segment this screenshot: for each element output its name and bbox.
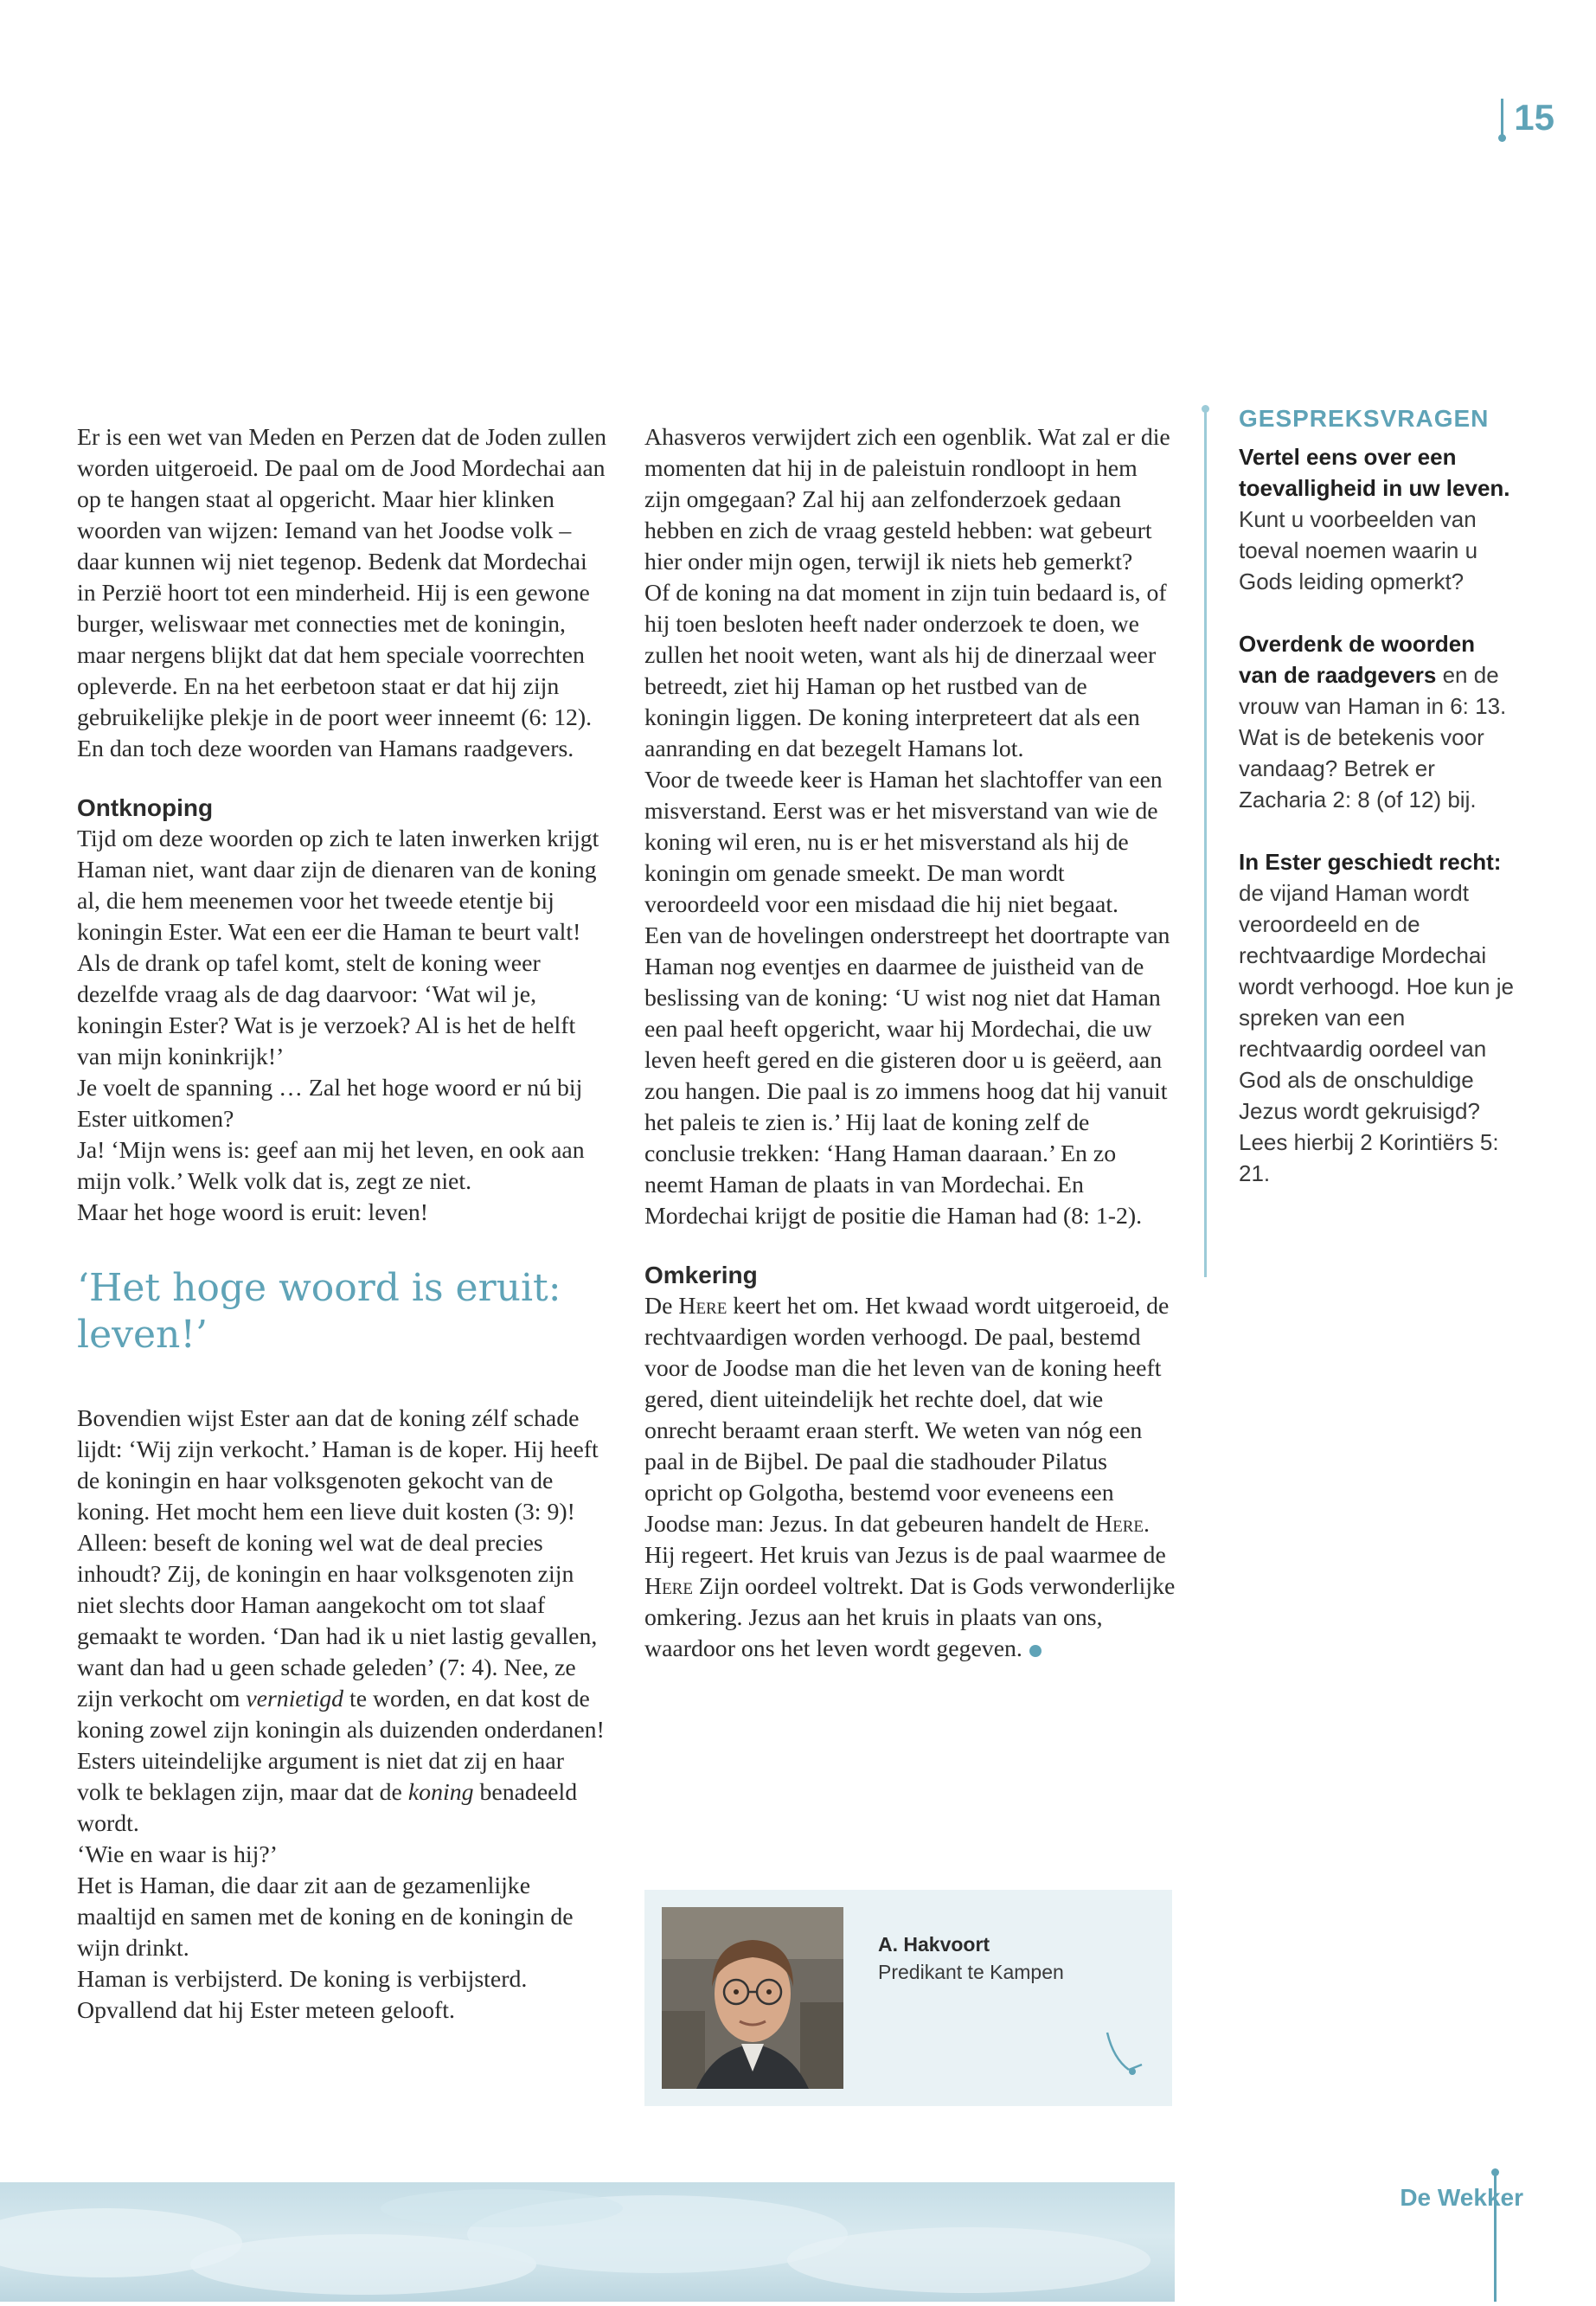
- magazine-name: De Wekker: [1400, 2184, 1523, 2211]
- paragraph: Je voelt de spanning … Zal het hoge woord er nú bij Ester uitkomen?: [77, 1075, 583, 1133]
- author-photo: [662, 1907, 843, 2089]
- sidebar-title: GESPREKSVRAGEN: [1239, 405, 1490, 432]
- author-role: Predikant te Kampen: [878, 1961, 1064, 1983]
- paragraph: Ahasveros verwijdert zich een ogenblik. Wat zal er die momenten dat hij in de paleistuin rondloopt in hem zijn omgegaan? Zal hij aan zelfonderzoek gedaan hebben en zich de vraag gesteld hebben: wat gebeurt hier onder mijn ogen, terwijl ik niets heb gemerkt?: [644, 424, 1170, 575]
- lord-name: Here: [644, 1573, 693, 1600]
- paragraph: Het is Haman, die daar zit aan de gezamenlijke maaltijd en samen met de koning en de koningin de wijn drinkt.: [77, 1872, 574, 1962]
- lord-name: Here: [1095, 1511, 1144, 1538]
- question-lead: In Ester geschiedt recht:: [1239, 849, 1502, 875]
- question-2: [1239, 628, 1516, 815]
- article-column-1: [77, 422, 608, 2027]
- paragraph: [77, 1404, 608, 1840]
- end-mark-icon: [1029, 1645, 1042, 1657]
- question-text: de vijand Haman wordt veroordeeld en de rechtvaardige Mordechai wordt verhoogd. Hoe kun je spreken van een rechtvaardig oordeel van God als de onschuldige Jezus wordt gekruisigd? Lees hierbij 2 Korintiërs 5: 21.: [1239, 880, 1514, 1186]
- paragraph: Haman is verbijsterd. De koning is verbijsterd. Opvallend dat hij Ester meteen gelooft.: [77, 1966, 528, 2024]
- text-run: benadeeld wordt.: [77, 1779, 578, 1837]
- emphasis: vernietigd: [246, 1686, 344, 1712]
- text-run: De: [644, 1293, 673, 1320]
- pull-quote: ‘Het hoge woord is eruit: leven!’: [77, 1266, 561, 1357]
- section-heading-ontknoping: Ontknoping: [77, 794, 214, 821]
- paragraph: Maar het hoge woord is eruit: leven!: [77, 1199, 429, 1226]
- paragraph: Ja! ‘Mijn wens is: geef aan mij het leven, en ook aan mijn volk.’ Welk volk dat is, zegt ze niet.: [77, 1137, 585, 1195]
- lord-name: Here: [678, 1293, 727, 1320]
- page-number: 15: [1514, 97, 1554, 138]
- paragraph: Of de koning na dat moment in zijn tuin bedaard is, of hij toen besloten heeft nader onderzoek te doen, we zullen het nooit weten, want als hij de dinerzaal weer betreedt, ziet hij Haman op het rustbed van de koningin liggen. De koning interpreteert dat als een aanranding en dat bezegelt Hamans lot.: [644, 580, 1167, 762]
- footer-sky-banner: [0, 2182, 1175, 2302]
- text-run: keert het om. Het kwaad wordt uitgeroeid, de rechtvaardigen worden verhoogd. De paal, bestemd voor de Joodse man die het leven van de koning heeft gered, dient uiteindelijk het rechte doel, dat wie onrecht beraamt eraan sterft. We weten van nóg een paal in de Bijbel. De paal die stadhouder Pilatus opricht op Golgotha, bestemd voor eveneens een Joodse man: Jezus. In dat gebeuren handelt de: [644, 1293, 1170, 1538]
- question-text: Kunt u voorbeelden van toeval noemen waarin u Gods leiding opmerkt?: [1239, 506, 1478, 594]
- text-run: Bovendien wijst Ester aan dat de koning zélf schade lijdt: ‘Wij zijn verkocht.’ Haman is de koper. Hij heeft de koningin en haar volksgenoten gekocht van de koning. Het mocht hem een lieve duit kosten (3: 9)! Alleen: beseft de koning wel wat de deal precies inhoudt? Zij, de koningin en haar volksgenoten zijn niet slechts door Haman aangekocht om tot slaaf gemaakt te worden. ‘Dan had ik u niet lastig gevallen, want dan had u geen schade geleden’ (7: 4). Nee, ze zijn verkocht om: [77, 1405, 599, 1712]
- question-3: [1239, 846, 1516, 1189]
- sidebar-rule: [1204, 412, 1207, 1277]
- signature-mark-icon: [1103, 2028, 1146, 2080]
- paragraph: Een van de hovelingen onderstreept het doortrapte van Haman nog eventjes en daarmee de juistheid van de beslissing van de koning: ‘U wist nog niet dat Haman een paal heeft opgericht, waar hij Mordechai, die uw leven heeft gered en die gisteren door u is geëerd, aan zou hangen. Die paal is zo immens hoog dat hij vanuit het paleis te zien is.’ Hij laat de koning zelf de conclusie trekken: ‘Hang Haman daaraan.’ En zo neemt Haman de plaats in van Mordechai. En Mordechai krijgt de positie die Haman had (8: 1-2).: [644, 922, 1170, 1230]
- question-1: [1239, 441, 1516, 597]
- paragraph: Voor de tweede keer is Haman het slachtoffer van een misverstand. Eerst was er het misverstand van wie de koning wil eren, nu is er het misverstand als hij de koningin om genade smeekt. De man wordt veroordeeld voor een misdaad die hij niet begaat.: [644, 767, 1163, 918]
- paragraph: Er is een wet van Meden en Perzen dat de Joden zullen worden uitgeroeid. De paal om de Jood Mordechai aan op te hangen staat al opgericht. Maar hier klinken woorden van wijzen: Iemand van het Joodse volk – daar kunnen wij niet tegenop. Bedenk dat Mordechai in Perzië hoort tot een minderheid. Hij is een gewone burger, weliswaar met connecties met de koningin, maar nergens blijkt dat dat hem speciale voorrechten opleverde. En na het eerbetoon staat er dat hij zijn gebruikelijke plekje in de poort weer inneemt (6: 12). En dan toch deze woorden van Hamans raadgevers.: [77, 424, 607, 762]
- author-name: A. Hakvoort: [878, 1933, 990, 1956]
- question-lead: Overdenk de woorden van de raadgevers: [1239, 631, 1476, 688]
- paragraph: Als de drank op tafel komt, stelt de koning weer dezelfde vraag als de dag daarvoor: ‘Wat wil je, koningin Ester? Wat is je verzoek? Al is het de helft van mijn koninkrijk!’: [77, 950, 576, 1070]
- question-lead: Vertel eens over een toevalligheid in uw leven.: [1239, 444, 1510, 501]
- paragraph: ‘Wie en waar is hij?’: [77, 1841, 278, 1868]
- text-run: te worden, en dat kost de koning zowel zijn koningin als duizenden onderdanen! Esters uiteindelijke argument is niet dat zij en haar volk te beklagen zijn, maar dat de: [77, 1686, 605, 1806]
- article-column-2: [644, 422, 1176, 1665]
- page-number-marker: [1501, 97, 1554, 138]
- section-heading-omkering: Omkering: [644, 1262, 758, 1288]
- paragraph: [644, 1291, 1176, 1665]
- question-text: en de vrouw van Haman in 6: 13. Wat is de betekenis voor vandaag? Betrek er Zacharia 2: 8 (of 12) bij.: [1239, 662, 1507, 813]
- page-number-rule: [1501, 99, 1503, 137]
- text-run: Zijn oordeel voltrekt. Dat is Gods verwonderlijke omkering. Jezus aan het kruis in plaats van ons, waardoor ons het leven wordt gegeven.: [644, 1573, 1176, 1662]
- discussion-questions-sidebar: [1204, 403, 1516, 1220]
- author-box: [644, 1890, 1172, 2106]
- emphasis: koning: [407, 1779, 474, 1806]
- paragraph: Tijd om deze woorden op zich te laten inwerken krijgt Haman niet, want daar zijn de dienaren van de koning al, die hem meenemen voor het tweede etentje bij koningin Ester. Wat een eer die Haman te beurt valt!: [77, 825, 599, 946]
- text-run: . Hij regeert. Het kruis van Jezus is de paal waarmee de: [644, 1511, 1166, 1569]
